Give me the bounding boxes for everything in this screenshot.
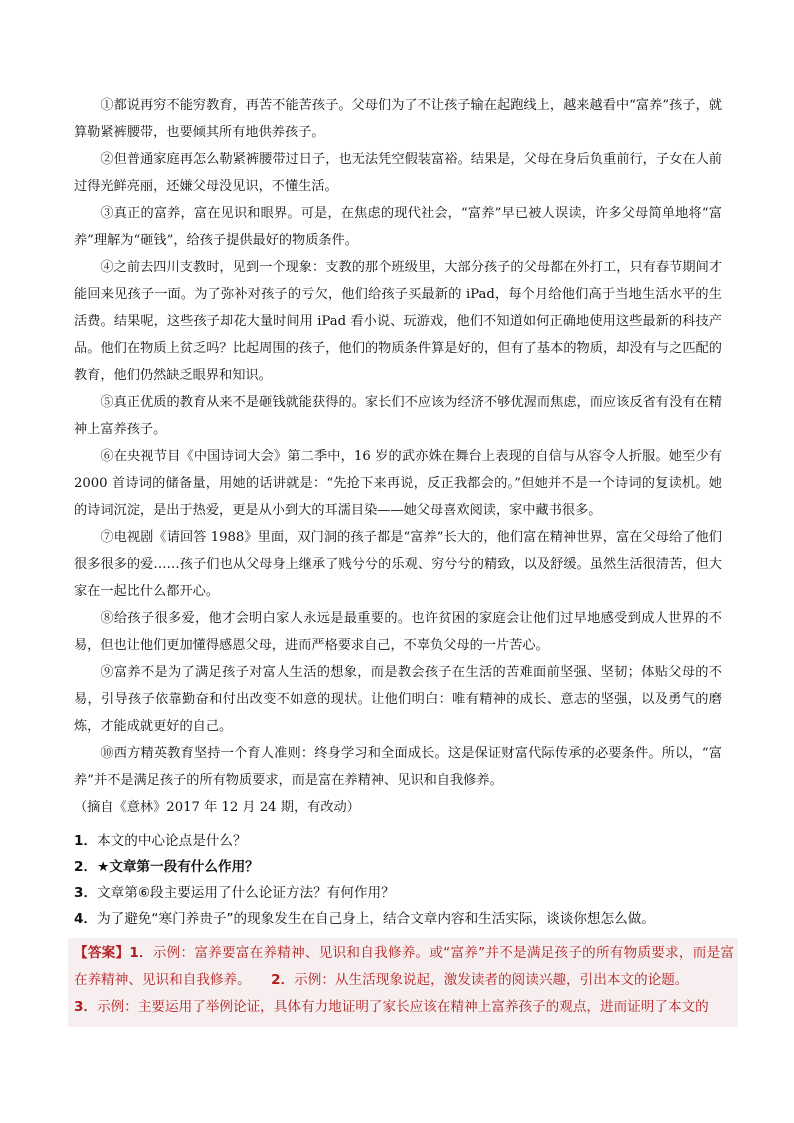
- question-number: 4．: [74, 911, 98, 927]
- question-text: 本文的中心论点是什么？: [97, 833, 247, 849]
- paragraph-6: ⑥在央视节目《中国诗词大会》第二季中，16 岁的武亦姝在舞台上表现的自信与从容令人折服。她至少有 2000 首诗词的储备量，用她的话讲就是：“先抢下来再说，反正我都会的。”但她并不是一个诗词的复读机。她的诗词沉淀，是出于热爱，更是从小到大的耳濡目染——她父母喜欢阅读，家中藏书很多。: [74, 449, 722, 518]
- answer-1-text: 示例：富养要富在养精神、见识和自我修养。或“富养”并不是满足孩子的所有物质要求，而是富在养精神、见识和自我修养。: [74, 945, 735, 988]
- answer-block: [68, 938, 738, 1027]
- answer-2-number: 2．: [271, 972, 295, 988]
- paragraph-2: ②但普通家庭再怎么勒紧裤腰带过日子，也无法凭空假装富裕。结果是，父母在身后负重前行，子女在人前过得光鲜亮丽，还嫌父母没见识，不懂生活。: [74, 152, 722, 194]
- answer-tag: 【答案】: [74, 945, 130, 961]
- paragraph-7: ⑦电视剧《请回答 1988》里面，双门洞的孩子都是“富养”长大的，他们富在精神世界，富在父母给了他们很多很多的爱……孩子们也从父母身上继承了贱兮兮的乐观、穷兮兮的精致，以及舒缓。虽然生活很清苦，但大家在一起比什么都开心。: [74, 530, 722, 599]
- question-4: [74, 906, 726, 932]
- paragraph-10: ⑩西方精英教育坚持一个育人准则：终身学习和全面成长。这是保证财富代际传承的必要条件。所以，“富养”并不是满足孩子的所有物质要求，而是富在养精神、见识和自我修养。: [74, 746, 722, 788]
- question-number: 2．: [74, 859, 98, 875]
- question-2: [74, 854, 726, 880]
- paragraph-5: ⑤真正优质的教育从来不是砸钱就能获得的。家长们不应该为经济不够优渥而焦虑，而应该反省有没有在精神上富养孩子。: [74, 395, 722, 437]
- paragraph-8: ⑧给孩子很多爱，他才会明白家人永远是最重要的。也许贫困的家庭会让他们过早地感受到成人世界的不易，但也让他们更加懂得感恩父母，进而严格要求自己，不辜负父母的一片苦心。: [74, 611, 722, 653]
- question-text: ★文章第一段有什么作用？: [97, 859, 259, 875]
- question-list: [74, 828, 726, 932]
- question-1: [74, 828, 726, 854]
- paragraph-3: ③真正的富养，富在见识和眼界。可是，在焦虑的现代社会，“富养”早已被人误读，许多父母简单地将“富养”理解为“砸钱”，给孩子提供最好的物质条件。: [74, 206, 722, 248]
- article-body: [74, 92, 722, 821]
- answer-2-text: 示例：从生活现象说起，激发读者的阅读兴趣，引出本文的论题。: [294, 972, 689, 988]
- paragraph-9: ⑨富养不是为了满足孩子对富人生活的想象，而是教会孩子在生活的苦难面前坚强、坚韧；体贴父母的不易，引导孩子依靠勤奋和付出改变不如意的现状。让他们明白：唯有精神的成长、意志的坚强，以及勇气的磨炼，才能成就更好的自己。: [74, 665, 722, 734]
- question-number: 1．: [74, 833, 98, 849]
- paragraph-1: ①都说再穷不能穷教育，再苦不能苦孩子。父母们为了不让孩子输在起跑线上，越来越看中“富养”孩子，就算勒紧裤腰带，也要倾其所有地供养孩子。: [74, 98, 722, 140]
- question-number: 3．: [74, 885, 98, 901]
- question-text: 文章第⑥段主要运用了什么论证方法？有何作用？: [97, 885, 395, 901]
- article-source: （摘自《意林》2017 年 12 月 24 期，有改动）: [74, 800, 360, 815]
- answer-1-number: 1．: [129, 945, 153, 961]
- question-text: 为了避免“寒门养贵子”的现象发生在自己身上，结合文章内容和生活实际，谈谈你想怎么做。: [97, 911, 655, 927]
- answer-3-number: 3．: [74, 999, 98, 1015]
- answer-3-text: 示例：主要运用了举例论证，具体有力地证明了家长应该在精神上富养孩子的观点，进而证明了本文的: [97, 999, 709, 1015]
- paragraph-4: ④之前去四川支教时，见到一个现象：支教的那个班级里，大部分孩子的父母都在外打工，只有春节期间才能回来见孩子一面。为了弥补对孩子的亏欠，他们给孩子买最新的 iPad，每个月给他们高于当地生活水平的生活费。结果呢，这些孩子却花大量时间用 iPad 看小说、玩游戏，他们不知道如何正确地使用这些最新的科技产品。他们在物质上贫乏吗？比起周围的孩子，他们的物质条件算是好的，但有了基本的物质，却没有与之匹配的教育，他们仍然缺乏眼界和知识。: [74, 260, 722, 383]
- question-3: [74, 880, 726, 906]
